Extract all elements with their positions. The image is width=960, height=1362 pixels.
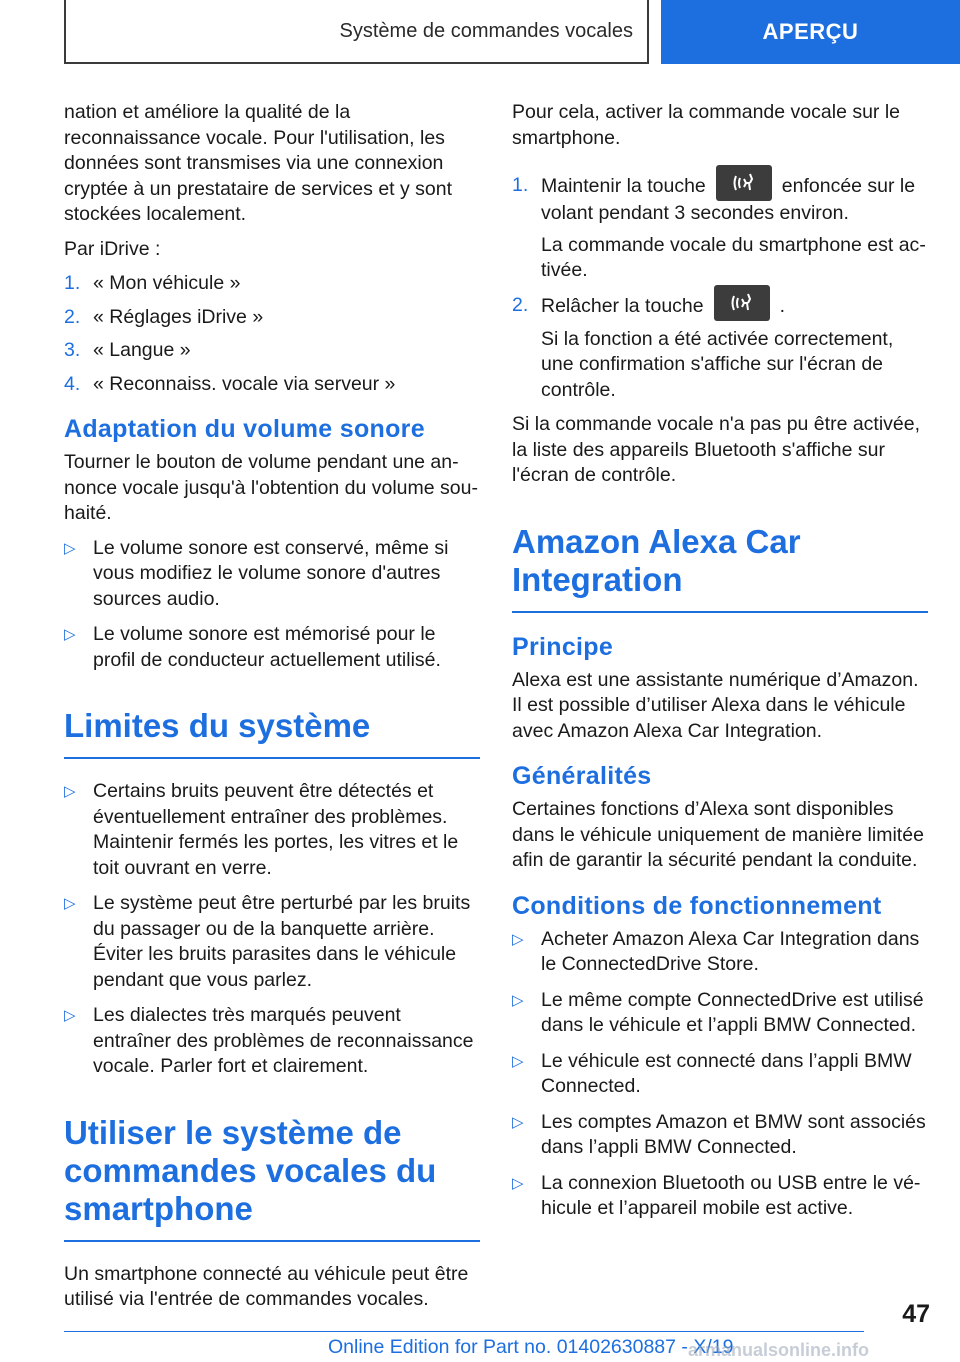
fallback-paragraph: Si la commande vocale n'a pas pu être activée, la liste des appareils Bluetooth s'affiche sur l'écran de contrôle.	[512, 413, 921, 486]
principe-heading: Principe	[512, 632, 614, 661]
list-number: 2.	[64, 305, 81, 328]
list-number: 4.	[64, 372, 81, 395]
header-apercu-tab[interactable]	[661, 0, 960, 64]
list-text: Le même compte ConnectedDrive est utilisé dans le véhicule et l’appli BMW Connected.	[541, 988, 924, 1036]
watermark: armanualsonline.info	[688, 1340, 870, 1360]
list-text: Acheter Amazon Alexa Car Integration dans le ConnectedDrive Store.	[541, 927, 920, 975]
voice-command-button-icon	[714, 285, 770, 321]
list-text: « Langue »	[93, 339, 191, 361]
list-text: « Reconnaiss. vocale via serveur »	[93, 372, 396, 395]
triangle-bullet-icon: ▷	[64, 539, 76, 557]
smartphone-heading: Utiliser le système de commandes vocales du smartphone	[64, 1114, 480, 1242]
step2-text-a: Relâcher la touche	[541, 294, 704, 317]
alexa-heading: Amazon Alexa Car Integration	[512, 523, 928, 613]
triangle-bullet-icon: ▷	[512, 930, 524, 948]
list-text	[541, 173, 928, 227]
triangle-bullet-icon: ▷	[64, 783, 76, 800]
left-intro-paragraph: nation et améliore la qualité de la reconnaissance vocale. Pour l'utilisation, les données sont transmises via une connexion cryptée à un prestataire de services et y sont stockées localement.	[64, 101, 453, 225]
step1-text-a: Maintenir la touche	[541, 175, 706, 198]
footer-edition: Online Edition for Part no. 01402630887 - X/19	[328, 1336, 734, 1358]
list-text: « Mon véhicule »	[93, 272, 241, 294]
list-item	[64, 1003, 480, 1080]
list-item	[64, 305, 480, 331]
list-text: Le volume sonore est conservé, même si vous modifiez le volume sonore d'autres sources audio.	[93, 536, 449, 610]
list-number: 1.	[512, 174, 529, 196]
limits-heading: Limites du système	[64, 707, 480, 759]
triangle-bullet-icon: ▷	[64, 1007, 76, 1024]
list-item	[512, 1049, 928, 1100]
list-text: Certains bruits peuvent être détectés et éventuellement entraîner des problèmes. Maintenir fermés les portes, les vitres et le toit ouvrant en verre.	[93, 780, 459, 879]
triangle-bullet-icon: ▷	[512, 1174, 524, 1192]
triangle-bullet-icon: ▷	[512, 1052, 524, 1070]
list-item	[512, 293, 928, 404]
list-item	[64, 779, 480, 881]
list-text	[541, 293, 928, 321]
list-item	[512, 1171, 928, 1222]
step2-result: Si la fonction a été activée correctement, une confirmation s'affiche sur l'écran de contrôle.	[541, 327, 894, 401]
list-item	[512, 927, 928, 978]
par-idrive-label: Par iDrive :	[64, 237, 161, 260]
header-section-tab	[64, 0, 649, 64]
list-item	[64, 271, 480, 297]
list-item	[512, 173, 928, 284]
right-column	[512, 100, 928, 1232]
generalites-heading: Généralités	[512, 762, 652, 790]
triangle-bullet-icon: ▷	[64, 626, 76, 643]
list-text: Le véhicule est connecté dans l’appli BMW Connected.	[541, 1049, 912, 1097]
list-number: 1.	[64, 272, 81, 294]
smartphone-paragraph: Un smartphone connecté au véhicule peut être utilisé via l'entrée de commandes vocales.	[64, 1262, 469, 1310]
list-item	[512, 988, 928, 1039]
footer-divider	[64, 1331, 864, 1332]
list-item	[512, 1110, 928, 1161]
header-apercu-label: APERÇU	[762, 19, 859, 44]
list-text: « Réglages iDrive »	[93, 305, 264, 328]
list-text: Le système peut être perturbé par les bruits du passager ou de la banquette arrière. Éviter les bruits parasites dans le véhicule pendant que vous parlez.	[93, 892, 471, 991]
step2-text-b: .	[779, 294, 786, 317]
list-item	[64, 891, 480, 993]
triangle-bullet-icon: ▷	[64, 895, 76, 912]
list-item	[64, 536, 480, 613]
list-text: Les comptes Amazon et BMW sont associés dans l’appli BMW Connected.	[541, 1110, 926, 1158]
conditions-heading: Conditions de fonctionnement	[512, 891, 882, 920]
step1-result: La commande vocale du smartphone est activée.	[541, 233, 926, 281]
list-number: 2.	[512, 293, 529, 316]
volume-heading: Adaptation du volume sonore	[64, 415, 425, 443]
list-item	[64, 622, 480, 673]
left-column	[64, 100, 480, 1322]
principe-paragraph: Alexa est une assistante numérique d’Amazon. Il est possible d’utiliser Alexa dans le véhicule avec Amazon Alexa Car Integration.	[512, 668, 919, 742]
volume-paragraph: Tourner le bouton de volume pendant une annonce vocale jusqu'à l'obtention du volume souhaité.	[64, 451, 478, 524]
step1-text-b: enfoncée sur le volant pendant 3 secondes environ.	[541, 175, 916, 224]
header-section-title: Système de commandes vocales	[339, 19, 633, 42]
voice-command-button-icon	[716, 165, 772, 201]
list-number: 3.	[64, 339, 81, 361]
list-item	[64, 372, 480, 398]
idrive-steps-list	[64, 271, 480, 397]
volume-bullet-list	[64, 536, 480, 674]
generalites-paragraph: Certaines fonctions d’Alexa sont disponibles dans le véhicule uniquement de manière limitée afin de garantir la sécurité pendant la conduite.	[512, 798, 924, 871]
conditions-bullet-list	[512, 927, 928, 1222]
page-number: 47	[902, 1300, 930, 1328]
list-text: Les dialectes très marqués peuvent entraîner des problèmes de reconnaissance vocale. Parler fort et clairement.	[93, 1004, 474, 1077]
triangle-bullet-icon: ▷	[512, 1113, 524, 1131]
triangle-bullet-icon: ▷	[512, 991, 524, 1009]
list-text: La connexion Bluetooth ou USB entre le véhicule et l’appareil mobile est active.	[541, 1171, 921, 1219]
list-text: Le volume sonore est mémorisé pour le profil de conducteur actuellement utilisé.	[93, 623, 441, 671]
limits-bullet-list	[64, 779, 480, 1080]
right-intro-paragraph: Pour cela, activer la commande vocale sur le smartphone.	[512, 101, 901, 149]
list-item	[64, 338, 480, 364]
